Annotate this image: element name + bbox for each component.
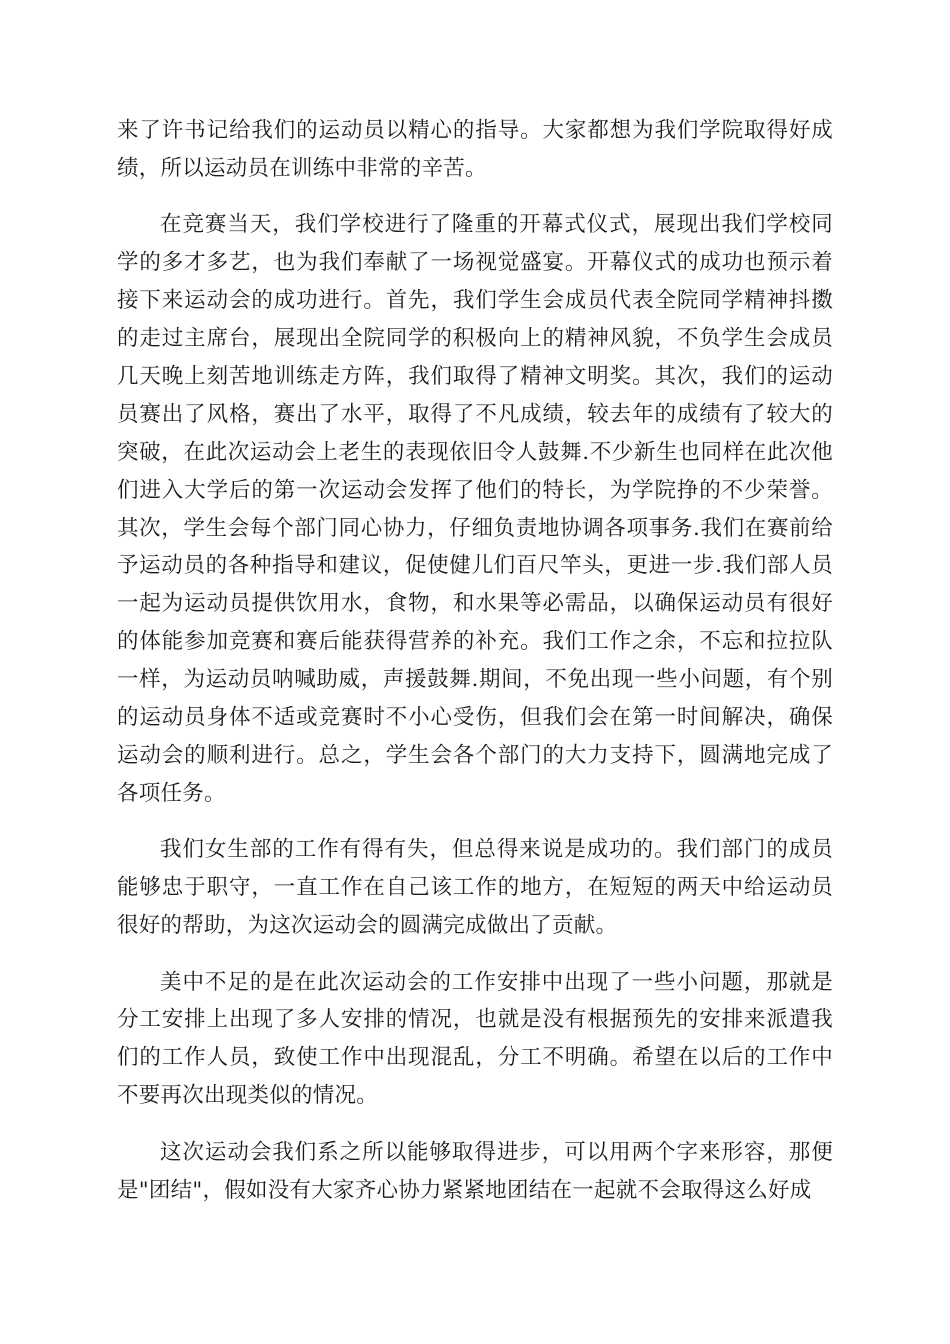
paragraph-3: 我们女生部的工作有得有失，但总得来说是成功的。我们部门的成员能够忠于职守，一直工作在自己该工作的地方，在短短的两天中给运动员很好的帮助，为这次运动会的圆满完成做出了贡献。 (117, 837, 833, 939)
paragraph-2: 在竞赛当天，我们学校进行了隆重的开幕式仪式，展现出我们学校同学的多才多艺，也为我们奉献了一场视觉盛宴。开幕仪式的成功也预示着接下来运动会的成功进行。首先，我们学生会成员代表全院同学精神抖擞的走过主席台，展现出全院同学的积极向上的精神风貌，不负学生会成员几天晚上刻苦地训练走方阵，我们取得了精神文明奖。其次，我们的运动员赛出了风格，赛出了水平，取得了不凡成绩，较去年的成绩有了较大的突破，在此次运动会上老生的表现依旧令人鼓舞.不少新生也同样在此次他们进入大学后的第一次运动会发挥了他们的特长，为学院挣的不少荣誉。其次，学生会每个部门同心协力，仔细负责地协调各项事务.我们在赛前给予运动员的各种指导和建议，促使健儿们百尺竿头，更进一步.我们部人员一起为运动员提供饮用水，食物，和水果等必需品，以确保运动员有很好的体能参加竞赛和赛后能获得营养的补充。我们工作之余，不忘和拉拉队一样，为运动员呐喊助威，声援鼓舞.期间，不免出现一些小问题，有个别的运动员身体不适或竞赛时不小心受伤，但我们会在第一时间解决，确保运动会的顺利进行。总之，学生会各个部门的大力支持下，圆满地完成了各项任务。 (117, 212, 833, 806)
document-page (117, 112, 833, 1228)
paragraph-1: 来了许书记给我们的运动员以精心的指导。大家都想为我们学院取得好成绩，所以运动员在训练中非常的辛苦。 (117, 118, 833, 181)
paragraph-5: 这次运动会我们系之所以能够取得进步，可以用两个字来形容，那便是"团结"，假如没有大家齐心协力紧紧地团结在一起就不会取得这么好成 (117, 1139, 833, 1203)
paragraph-4: 美中不足的是在此次运动会的工作安排中出现了一些小问题，那就是分工安排上出现了多人安排的情况，也就是没有根据预先的安排来派遣我们的工作人员，致使工作中出现混乱，分工不明确。希望在以后的工作中不要再次出现类似的情况。 (117, 969, 833, 1109)
